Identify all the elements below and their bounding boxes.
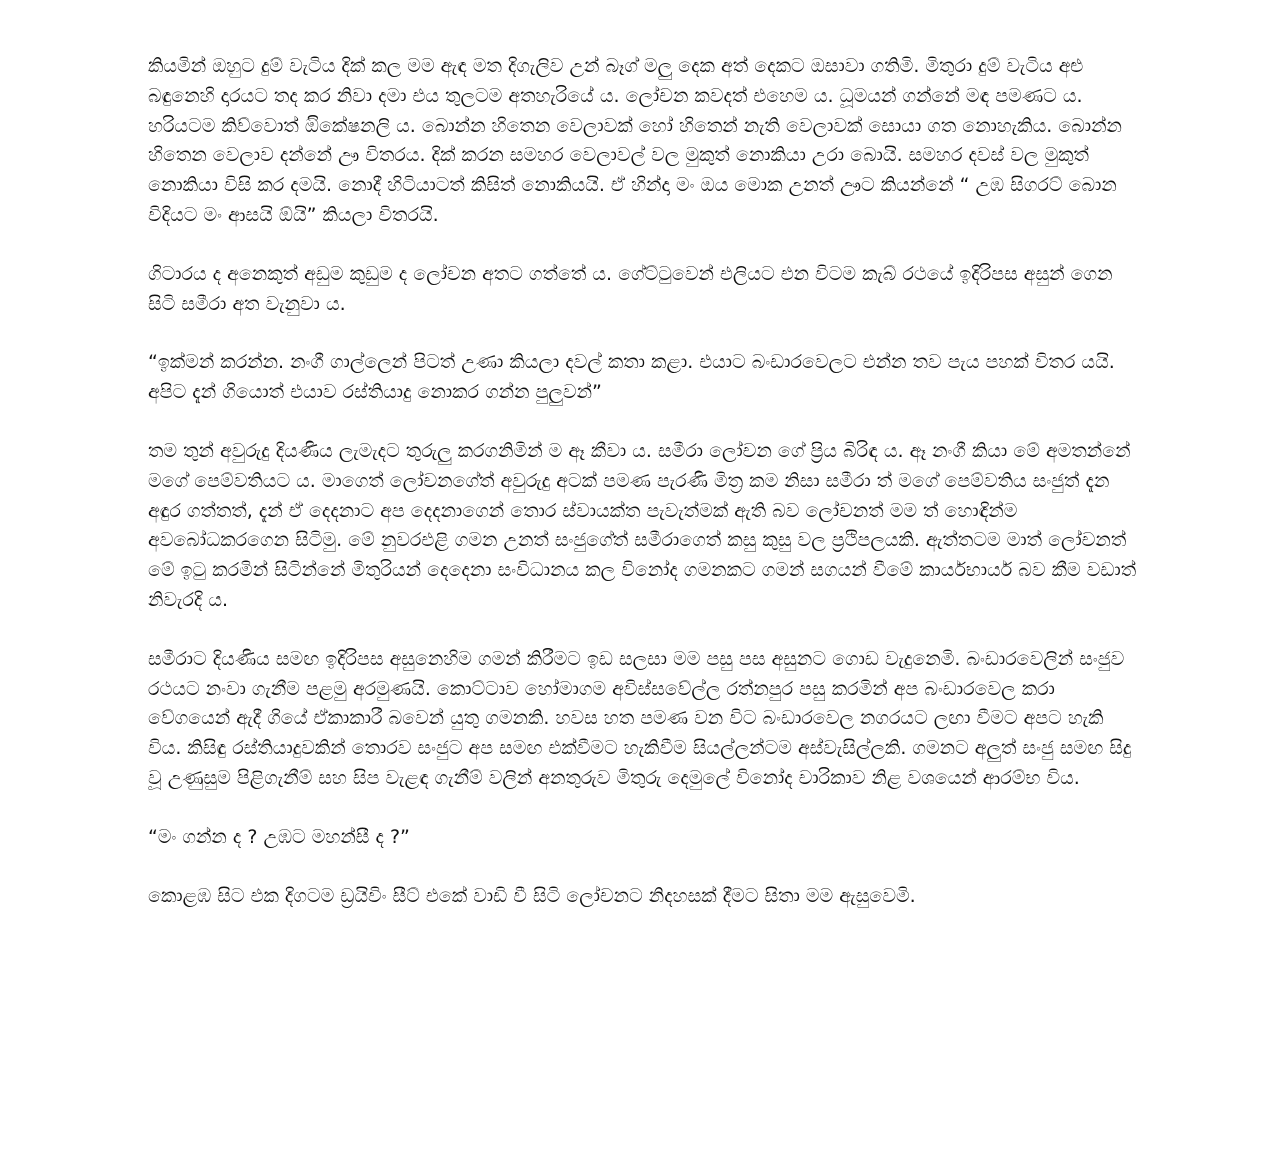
paragraph-3: “ඉක්මන් කරන්න. නංගී ගාල්ලෙන් පිටත් උණා කියලා දවල් කතා කළා. එයාට බංඩාරවෙලට එන්න තව පැය පහක් විතර යයි. අපිට දැන් ගියොත් එයාව රස්තියාදු නොකර ගන්න පුලුවන්” bbox=[148, 351, 1115, 404]
paragraph-7: කොළඹ සිට එක දිගටම ඩ්‍රයිවිං සීට් එකේ වාඩි වී සිටි ලෝචනට නිදහසක් දීමට සිතා මම ඇසුවෙමි. bbox=[148, 884, 916, 907]
paragraph-1: කියමින් ඔහුට දුම් වැටිය දික් කල මම ඇඳ මත දිගැලිව උන් බෑග් මලු දෙක අත් දෙකට ඔසාවා ගතිමි. මිතුරා දුම් වැටිය අළු බඳුනෙහි දාරයට තද කර නිවා දමා එය තුලටම අතහැරියේ ය. ලෝචන කවදත් එහෙම ය. ධූමයන් ගන්නේ මඳ පමණට ය. හරියටම කිව්වොත් ඔිකේෂනලි ය. බොන්න හිතෙන වෙලාවක් හෝ හිතෙන් නැති වෙලාවක් සොයා ගත නොහැකිය. බොන්න හිතෙන වෙලාව දන්නේ ඌ විතරය. දික් කරන සමහර වෙලාවල් වල මුකුත් නොකියා උරා බොයි. සමහර දවස් වල මුකුත් නොකියා විසි කර දමයි. නොදී හිටියාටත් කිසිත් නොකියයි. ඒ හින්දා මං ඔය මොක උනත් ඌට කියන්නේ “ උඹ සිගරට් බොන විදියට මං ආසයි ඕයි” කියලා විතරයි. bbox=[148, 55, 1122, 226]
paragraph-2: ගිටාරය ද අනෙකුත් අඩුම කුඩුම ද ලෝචන අතට ගත්තේ ය. ගේට්ටුවෙන් එලියට එන විටම කැබ් රථයේ ඉදිරිපස අසුන් ගෙන සිටි සමීරා අත වැනුවා ය. bbox=[148, 262, 1113, 315]
paragraph-6: “මං ගන්න ද ? උඹට මහන්සී ද ?” bbox=[148, 825, 410, 848]
paragraph-4: තම තුන් අවුරුදු දියණිය ලැමැදට තුරුලු කරගනිමින් ම ඈ කීවා ය. සමීරා ලෝචන ගේ ප්‍රිය බිරිඳ ය. ඈ නංගී කියා මේ අමතන්නේ මගේ පෙම්වතියට ය. මාගෙත් ලෝචනගේත් අවුරුදු අටක් පමණ පැරණි මිත්‍ර කම නිසා සමීරා ත් මගේ පෙම්වතිය සංජුත් දැන අඳුර ගත්තත්, දැන් ඒ දෙදනාට අප දෙදනාගෙන් තොර ස්වායක්ත පැවැත්මක් ඇති බව ලෝචනත් මම ත් හොඳින්ම අවබෝධකරගෙන සිටිමු. මේ නුවරඑළි ගමන උනත් සංජුගේත් සමීරාගෙත් කසු කුසු වල ප්‍රථිපලයකි. ඇත්තටම මාත් ලෝචනත් මේ ඉටු කරමින් සිටින්නේ මිතුරියන් දෙදෙනා සංවිධානය කල විනෝද ගමනකට ගමන් සගයන් වීමේ කාර්යභාර්ය බව කීම වඩාත් නිවැරදි ය. bbox=[148, 439, 1137, 611]
paragraph-5: සමීරාට දියණිය සමඟ ඉදිරිපස අසුනෙහිම ගමන් කිරීමට ඉඩ සලසා මම පසු පස අසුනට ගොඩ වැදුනෙමි. බංඩාරවෙලින් සංජුව රථයට නංවා ගැනීම පළමු අරමුණයි. කොට්ටාව හෝමාගම අවිස්සවේල්ල රත්නපුර පසු කරමින් අප බංඩාරවෙල කරා වේගයෙන් ඇදී ගියේ ඒකාකාරී බවෙන් යුතු ගමනකි. හවස හත පමණ වන විට බංඩාරවෙල නගරයට ලඟා වීමට අපට හැකි විය. කිසිඳු රස්තියාදුවකින් තොරව සංජුට අප සමඟ එක්වීමට හැකිවීම සියල්ලන්ටම අස්වැසිල්ලකි. ගමනට අලුත් සංජු සමඟ සිදු වූ උණුසුම පිළිගැනීම් සහ සිප වැළඳ ගැනීම් වලින් අනතුරුව මිතුරු දෙමුලේ විනෝද චාරිකාව නිළ වශයෙන් ආරම්භ විය. bbox=[148, 647, 1132, 789]
document-page bbox=[148, 52, 1138, 940]
